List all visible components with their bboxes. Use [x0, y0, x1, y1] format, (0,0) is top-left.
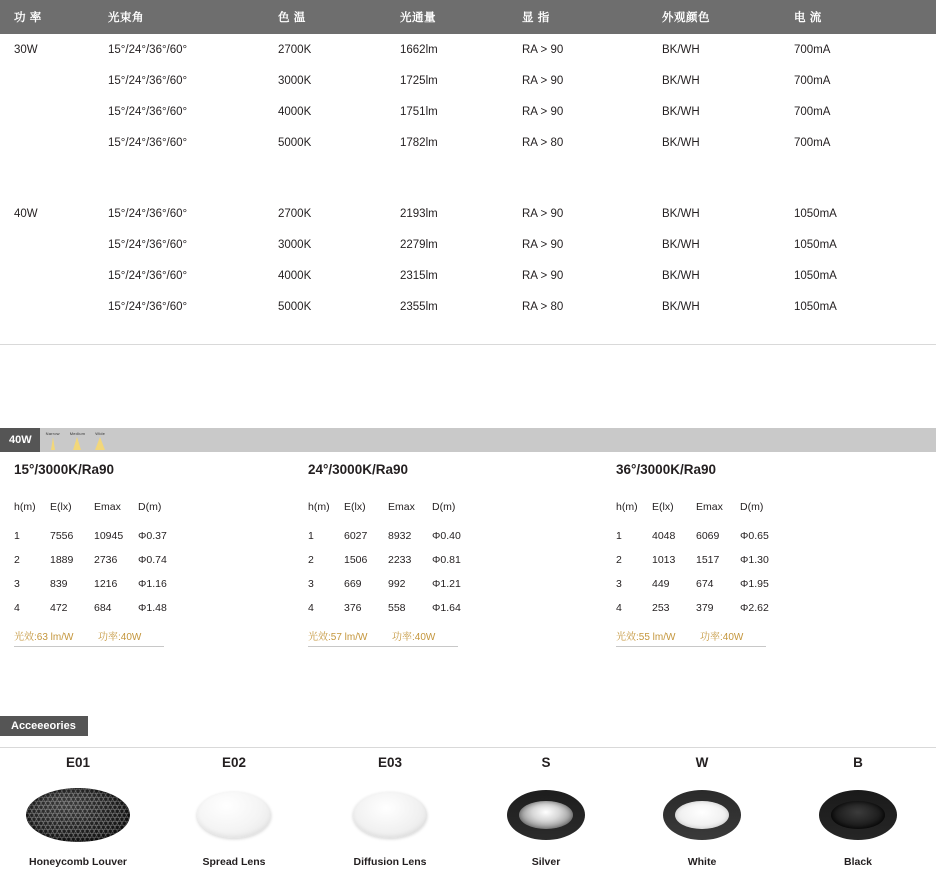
- table-row: [0, 198, 936, 229]
- narrow-beam-icon: Narrow: [46, 431, 60, 450]
- efficacy-value: 光效:57 lm/W: [308, 632, 368, 643]
- cell-flux: 1725lm: [400, 74, 438, 87]
- column-header-luminous-flux: 光通量: [400, 0, 522, 34]
- column-header-cct: 色 温: [278, 0, 400, 34]
- photometric-row: 2 1013 1517 Φ1.30: [616, 554, 769, 566]
- ph-column-diameter: D(m): [740, 501, 764, 513]
- ph-column-emax: Emax: [388, 501, 415, 513]
- cell-current: 700mA: [794, 136, 831, 149]
- cell-beam-angle: 15°/24°/36°/60°: [108, 136, 188, 149]
- ph-column-illuminance: E(lx): [652, 501, 674, 513]
- ph-column-height: h(m): [308, 501, 330, 513]
- spread-lens-icon: [156, 784, 312, 846]
- cell-cct: 3000K: [278, 238, 312, 251]
- ph-column-illuminance: E(lx): [50, 501, 72, 513]
- wide-cone-shape: [95, 437, 105, 450]
- cell-cri: RA > 90: [522, 238, 564, 251]
- cell-current: 1050mA: [794, 300, 837, 313]
- cell-color: BK/WH: [662, 136, 700, 149]
- photometric-footer: [308, 628, 458, 647]
- cell-beam-angle: 15°/24°/36°/60°: [108, 105, 188, 118]
- silver-reflector-icon: [468, 784, 624, 846]
- cell-cri: RA > 90: [522, 105, 564, 118]
- photometric-group-title: 24°/3000K/Ra90: [308, 462, 408, 477]
- accessory-item-white[interactable]: [624, 755, 780, 868]
- ph-column-diameter: D(m): [138, 501, 162, 513]
- cell-color: BK/WH: [662, 238, 700, 251]
- cell-color: BK/WH: [662, 43, 700, 56]
- specification-table-body: [0, 34, 936, 345]
- table-bottom-rule: [0, 345, 936, 346]
- photometric-wattage-badge: 40W: [0, 428, 40, 452]
- photometric-groups: [0, 462, 936, 647]
- accessory-name: White: [687, 856, 717, 868]
- accessories-list: [0, 755, 936, 868]
- accessory-name: Honeycomb Louver: [28, 856, 128, 868]
- table-row: [0, 96, 936, 127]
- accessory-code: B: [853, 755, 863, 770]
- cell-cri: RA > 90: [522, 43, 564, 56]
- beam-icon-group: [46, 431, 106, 450]
- accessory-code: E02: [221, 755, 247, 770]
- photometric-table: [616, 501, 800, 620]
- cell-flux: 1662lm: [400, 43, 438, 56]
- photometric-header-row: [616, 501, 800, 524]
- cell-cct: 5000K: [278, 136, 312, 149]
- power-value: 功率:40W: [392, 632, 436, 643]
- accessory-item-e03[interactable]: [312, 755, 468, 868]
- accessory-item-e02[interactable]: [156, 755, 312, 868]
- cell-flux: 1751lm: [400, 105, 438, 118]
- cell-color: BK/WH: [662, 105, 700, 118]
- column-header-finish-color: 外观颜色: [662, 0, 794, 34]
- accessory-name: Silver: [531, 856, 561, 868]
- cell-cct: 2700K: [278, 43, 312, 56]
- cell-power: [0, 260, 108, 291]
- cell-cct: 4000K: [278, 269, 312, 282]
- cell-current: 1050mA: [794, 269, 837, 282]
- power-value: 功率:40W: [98, 632, 142, 643]
- photometric-row: 1 7556 10945 Φ0.37: [14, 530, 167, 542]
- accessories-section-label: Acceeeories: [0, 716, 88, 736]
- cell-power: [0, 65, 108, 96]
- cell-current: 700mA: [794, 74, 831, 87]
- table-group-spacer: [0, 158, 936, 198]
- cell-color: BK/WH: [662, 269, 700, 282]
- cell-flux: 2279lm: [400, 238, 438, 251]
- cell-current: 700mA: [794, 43, 831, 56]
- cell-power: 40W: [14, 207, 38, 220]
- table-row: [0, 291, 936, 322]
- accessory-name: Diffusion Lens: [353, 856, 427, 868]
- cell-beam-angle: 15°/24°/36°/60°: [108, 43, 188, 56]
- cell-flux: 2315lm: [400, 269, 438, 282]
- medium-cone-shape: [73, 437, 81, 450]
- cell-current: 700mA: [794, 105, 831, 118]
- accessory-code: S: [541, 755, 551, 770]
- cell-cri: RA > 90: [522, 269, 564, 282]
- ph-column-illuminance: E(lx): [344, 501, 366, 513]
- photometric-row: 4 472 684 Φ1.48: [14, 602, 167, 614]
- cell-current: 1050mA: [794, 207, 837, 220]
- cell-cri: RA > 80: [522, 136, 564, 149]
- cell-cri: RA > 80: [522, 300, 564, 313]
- accessory-item-silver[interactable]: [468, 755, 624, 868]
- black-reflector-icon: [780, 784, 936, 846]
- cell-color: BK/WH: [662, 300, 700, 313]
- accessory-name: Spread Lens: [202, 856, 266, 868]
- table-row: [0, 34, 936, 65]
- accessories-section: [0, 716, 936, 736]
- cell-cct: 3000K: [278, 74, 312, 87]
- specification-table-header: [0, 0, 936, 34]
- cell-power: [0, 96, 108, 127]
- photometric-row: 1 4048 6069 Φ0.65: [616, 530, 769, 542]
- photometric-group-title: 15°/3000K/Ra90: [14, 462, 114, 477]
- photometric-header-row: [308, 501, 492, 524]
- wide-beam-icon: Wide: [95, 431, 105, 450]
- photometric-footer: [14, 628, 164, 647]
- photometric-section-band: [0, 428, 936, 452]
- medium-beam-icon: Medium: [70, 431, 85, 450]
- photometric-row: 3 449 674 Φ1.95: [616, 578, 769, 590]
- photometric-row: 4 253 379 Φ2.62: [616, 602, 769, 614]
- ph-column-height: h(m): [14, 501, 36, 513]
- cell-beam-angle: 15°/24°/36°/60°: [108, 300, 188, 313]
- photometric-table: [308, 501, 492, 620]
- table-row: [0, 260, 936, 291]
- specification-table: [0, 0, 936, 345]
- cell-flux: 2193lm: [400, 207, 438, 220]
- cell-color: BK/WH: [662, 207, 700, 220]
- accessory-code: W: [695, 755, 709, 770]
- cell-cri: RA > 90: [522, 74, 564, 87]
- photometric-footer: [616, 628, 766, 647]
- table-header-row: [0, 0, 936, 34]
- ph-column-emax: Emax: [696, 501, 723, 513]
- accessory-item-e01[interactable]: [0, 755, 156, 868]
- table-row: [0, 65, 936, 96]
- photometric-row: 4 376 558 Φ1.64: [308, 602, 461, 614]
- white-reflector-icon: [624, 784, 780, 846]
- table-row: [0, 229, 936, 260]
- column-header-cri: 显 指: [522, 0, 662, 34]
- cell-power: 30W: [14, 43, 38, 56]
- power-value: 功率:40W: [700, 632, 744, 643]
- accessory-code: E03: [377, 755, 403, 770]
- accessory-name: Black: [843, 856, 873, 868]
- table-bottom-spacer: [0, 322, 936, 345]
- accessory-code: E01: [65, 755, 91, 770]
- cell-flux: 2355lm: [400, 300, 438, 313]
- photometric-group-15deg: [0, 462, 308, 647]
- ph-column-height: h(m): [616, 501, 638, 513]
- cell-power: [0, 291, 108, 322]
- honeycomb-louver-icon: [0, 784, 156, 846]
- table-row: [0, 127, 936, 158]
- column-header-beam-angle: 光束角: [108, 0, 278, 34]
- cell-current: 1050mA: [794, 238, 837, 251]
- narrow-cone-shape: [51, 437, 55, 450]
- photometric-group-24deg: [308, 462, 616, 647]
- diffusion-lens-icon: [312, 784, 468, 846]
- photometric-header-row: [14, 501, 198, 524]
- cell-color: BK/WH: [662, 74, 700, 87]
- photometric-group-36deg: [616, 462, 936, 647]
- cell-beam-angle: 15°/24°/36°/60°: [108, 269, 188, 282]
- ph-column-emax: Emax: [94, 501, 121, 513]
- photometric-table: [14, 501, 198, 620]
- photometric-row: 3 839 1216 Φ1.16: [14, 578, 167, 590]
- accessories-divider: [0, 747, 936, 748]
- accessory-item-black[interactable]: [780, 755, 936, 868]
- efficacy-value: 光效:63 lm/W: [14, 632, 74, 643]
- efficacy-value: 光效:55 lm/W: [616, 632, 676, 643]
- photometric-row: 2 1506 2233 Φ0.81: [308, 554, 461, 566]
- column-header-power: 功 率: [0, 0, 108, 34]
- cell-cct: 2700K: [278, 207, 312, 220]
- cell-flux: 1782lm: [400, 136, 438, 149]
- column-header-current: 电 流: [794, 0, 936, 34]
- cell-cct: 5000K: [278, 300, 312, 313]
- photometric-row: 2 1889 2736 Φ0.74: [14, 554, 167, 566]
- cell-beam-angle: 15°/24°/36°/60°: [108, 238, 188, 251]
- cell-cct: 4000K: [278, 105, 312, 118]
- cell-beam-angle: 15°/24°/36°/60°: [108, 74, 188, 87]
- ph-column-diameter: D(m): [432, 501, 456, 513]
- cell-power: [0, 127, 108, 158]
- photometric-group-title: 36°/3000K/Ra90: [616, 462, 716, 477]
- photometric-row: 3 669 992 Φ1.21: [308, 578, 461, 590]
- cell-cri: RA > 90: [522, 207, 564, 220]
- cell-beam-angle: 15°/24°/36°/60°: [108, 207, 188, 220]
- photometric-row: 1 6027 8932 Φ0.40: [308, 530, 461, 542]
- cell-power: [0, 229, 108, 260]
